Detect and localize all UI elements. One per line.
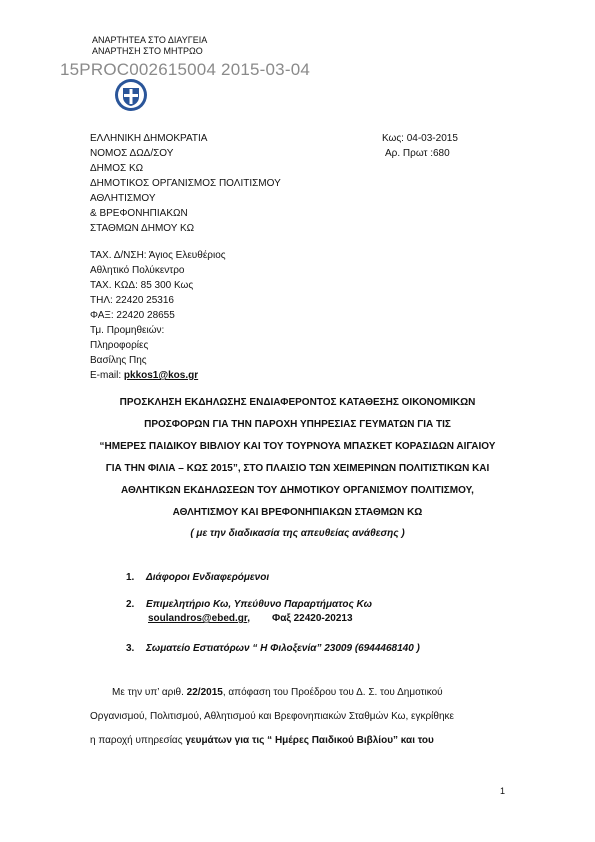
recipient-item xyxy=(126,599,372,611)
stamp-line-2: ΑΝΑΡΤΗΣΗ ΣΤΟ ΜΗΤΡΩΟ xyxy=(92,46,203,56)
header-line: & ΒΡΕΦΟΝΗΠΙΑΚΩΝ xyxy=(90,208,188,219)
diavgeia-code: 15PROC002615004 2015-03-04 xyxy=(60,60,310,79)
recipient-number: 1. xyxy=(126,572,135,583)
header-line: ΑΘΛΗΤΙΣΜΟΥ xyxy=(90,193,156,204)
contact-venue: Αθλητικό Πολύκεντρο xyxy=(90,265,185,276)
paragraph-line-1 xyxy=(112,687,443,699)
contact-info: Πληροφορίες xyxy=(90,340,149,351)
title-line-5: ΑΘΛΗΤΙΚΩΝ ΕΚΔΗΛΩΣΕΩΝ ΤΟΥ ΔΗΜΟΤΙΚΟΥ ΟΡΓΑΝΙΣΜΟΥ ΠΟΛΙΤΙΣΜΟΥ, xyxy=(121,485,474,496)
contact-address: ΤΑΧ. Δ/ΝΣΗ: Άγιος Ελευθέριος xyxy=(90,250,226,261)
recipient-fax: Φαξ 22420-20213 xyxy=(272,613,353,624)
recipient-number: 2. xyxy=(126,599,135,610)
recipient-text: Επιμελητήριο Κω, Υπεύθυνο Παραρτήματος Κω xyxy=(146,599,372,610)
contact-dept: Τμ. Προμηθειών: xyxy=(90,325,165,336)
recipient-text: Διάφοροι Ενδιαφερόμενοι xyxy=(146,572,270,583)
header-line: ΔΗΜΟΤΙΚΟΣ ΟΡΓΑΝΙΣΜΟΣ ΠΟΛΙΤΙΣΜΟΥ xyxy=(90,178,281,189)
contact-email-label: E-mail: xyxy=(90,370,124,381)
paragraph-line-3 xyxy=(90,735,434,747)
recipient-item xyxy=(126,572,269,584)
header-line: ΔΗΜΟΣ ΚΩ xyxy=(90,163,144,174)
contact-fax: ΦΑΞ: 22420 28655 xyxy=(90,310,175,321)
header-line: ΕΛΛΗΝΙΚΗ ΔΗΜΟΚΡΑΤΙΑ xyxy=(90,133,208,144)
title-line-1: ΠΡΟΣΚΛΗΣΗ ΕΚΔΗΛΩΣΗΣ ΕΝΔΙΑΦΕΡΟΝΤΟΣ ΚΑΤΑΘΕΣΗΣ ΟΙΚΟΝΟΜΙΚΩΝ xyxy=(119,397,476,408)
paragraph-line-2 xyxy=(90,711,454,723)
recipient-number: 3. xyxy=(126,643,135,654)
decision-number: 22/2015 xyxy=(186,687,223,698)
recipient-subline xyxy=(148,613,353,625)
header-line: ΣΤΑΘΜΩΝ ΔΗΜΟΥ ΚΩ xyxy=(90,223,195,234)
contact-email-link[interactable]: pkkos1@kos.gr xyxy=(123,370,199,381)
title-subnote: ( με την διαδικασία της απευθείας ανάθεσης ) xyxy=(190,528,405,539)
paragraph-text: Οργανισμού, Πολιτισμού, Αθλητισμού και Βρεφονηπιακών Σταθμών Κω, εγκρίθηκε xyxy=(90,711,454,722)
paragraph-text: η παροχή υπηρεσίας xyxy=(90,735,186,746)
document-date: Κως: 04-03-2015 xyxy=(382,133,458,144)
paragraph-text: Με την υπ’ αριθ. xyxy=(112,687,187,698)
recipient-email-link[interactable]: soulandros@ebed.gr xyxy=(148,613,248,624)
recipient-text: Σωματείο Εστιατόρων “ Η Φιλοξενία” 23009 (6944468140 ) xyxy=(146,643,420,654)
protocol-number: Αρ. Πρωτ :680 xyxy=(385,148,450,159)
page-number: 1 xyxy=(500,786,506,796)
contact-person: Βασίλης Πης xyxy=(90,355,147,366)
contact-block xyxy=(90,250,226,382)
stamp-line-1: ΑΝΑΡΤΗΤΕΑ ΣΤΟ ΔΙΑΥΓΕΙΑ xyxy=(92,35,208,45)
contact-email-row xyxy=(90,370,226,382)
header-left-block xyxy=(90,133,281,235)
greek-coat-of-arms-icon xyxy=(114,78,148,112)
title-line-4: ΓΙΑ ΤΗΝ ΦΙΛΙΑ – ΚΩΣ 2015”, ΣΤΟ ΠΛΑΙΣΙΟ ΤΩΝ ΧΕΙΜΕΡΙΝΩΝ ΠΟΛΙΤΙΣΤΙΚΩΝ ΚΑΙ xyxy=(105,463,490,474)
recipient-separator: , xyxy=(247,613,250,624)
title-line-6: ΑΘΛΗΤΙΣΜΟΥ ΚΑΙ ΒΡΕΦΟΝΗΠΙΑΚΩΝ ΣΤΑΘΜΩΝ ΚΩ xyxy=(172,507,423,518)
paragraph-emphasis: γευμάτων για τις “ Ημέρες Παιδικού Βιβλίου” και του xyxy=(185,735,434,746)
recipient-item xyxy=(126,643,420,655)
title-line-3: “ΗΜΕΡΕΣ ΠΑΙΔΙΚΟΥ ΒΙΒΛΙΟΥ ΚΑΙ ΤΟΥ ΤΟΥΡΝΟΥΑ ΜΠΑΣΚΕΤ ΚΟΡΑΣΙΔΩΝ ΑΙΓΑΙΟΥ xyxy=(99,441,496,452)
contact-postal: ΤΑΧ. ΚΩΔ: 85 300 Κως xyxy=(90,280,194,291)
contact-phone: ΤΗΛ: 22420 25316 xyxy=(90,295,174,306)
title-line-2: ΠΡΟΣΦΟΡΩΝ ΓΙΑ ΤΗΝ ΠΑΡΟΧΗ ΥΠΗΡΕΣΙΑΣ ΓΕΥΜΑΤΩΝ ΓΙΑ ΤΙΣ xyxy=(144,419,451,430)
paragraph-text: , απόφαση του Προέδρου του Δ. Σ. του Δημοτικού xyxy=(222,687,443,698)
header-line: ΝΟΜΟΣ ΔΩΔ/ΣΟΥ xyxy=(90,148,174,159)
